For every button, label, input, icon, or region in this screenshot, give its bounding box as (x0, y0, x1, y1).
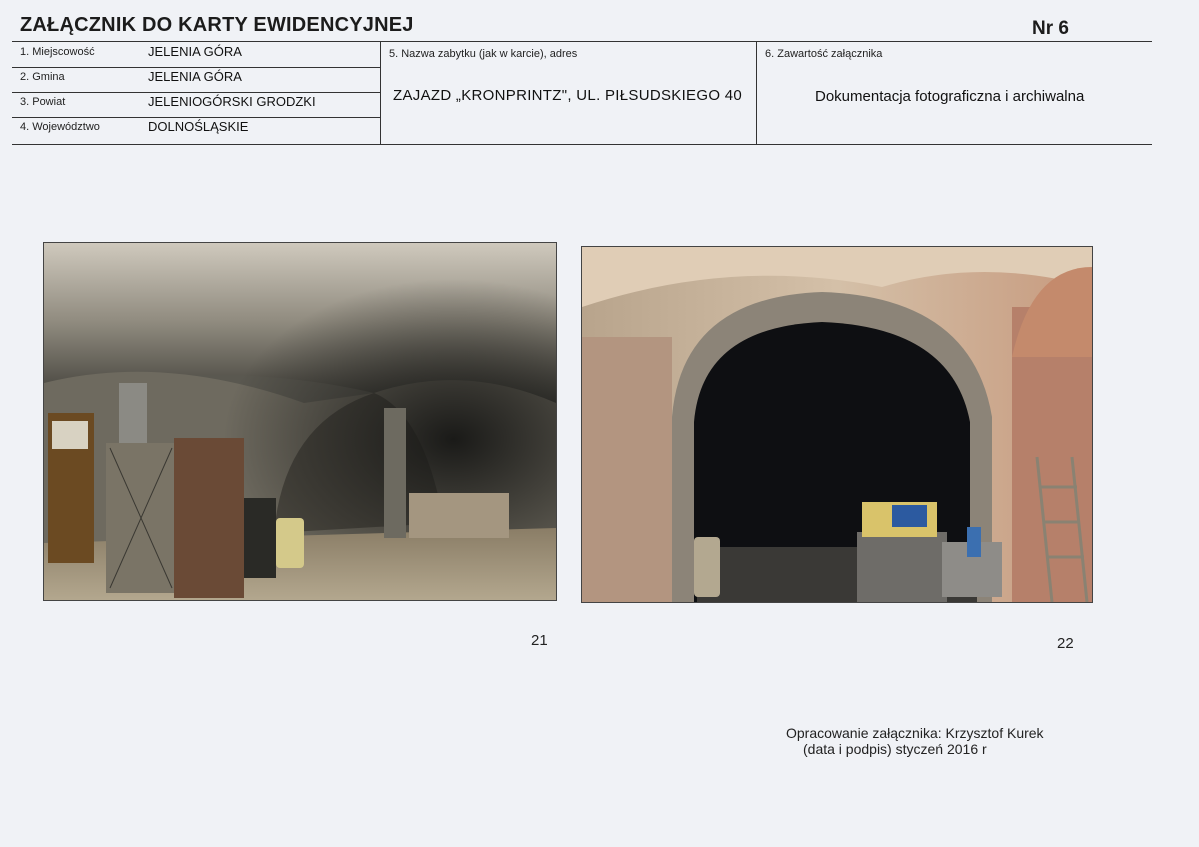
content-label: 6. Zawartość załącznika (765, 48, 883, 60)
monument-label: 5. Nazwa zabytku (jak w karcie), adres (389, 48, 578, 60)
field-row-gmina (12, 67, 380, 93)
monument-field (381, 42, 757, 144)
field-label: 2. Gmina (20, 71, 65, 83)
header-table (12, 42, 1152, 145)
location-fields (12, 42, 381, 144)
photo-cellar-vault (43, 242, 557, 601)
attachment-number: Nr 6 (1032, 18, 1069, 39)
photo-number-22: 22 (1057, 635, 1074, 652)
footer-date-signature: (data i podpis) styczeń 2016 r (803, 741, 987, 757)
content-field (757, 42, 1152, 144)
field-value: DOLNOŚLĄSKIE (148, 119, 249, 134)
field-row-wojewodztwo (12, 117, 380, 142)
footer-author: Opracowanie załącznika: Krzysztof Kurek (786, 725, 1044, 741)
monument-value: ZAJAZD „KRONPRINTZ", UL. PIŁSUDSKIEGO 40 (393, 87, 743, 104)
field-row-miejscowosc (12, 42, 380, 68)
field-value: JELENIA GÓRA (148, 69, 242, 84)
field-row-powiat (12, 92, 380, 118)
field-label: 4. Województwo (20, 121, 100, 133)
photo-number-21: 21 (531, 632, 548, 649)
field-label: 1. Miejscowość (20, 46, 95, 58)
content-value: Dokumentacja fotograficzna i archiwalna (815, 88, 1085, 105)
photo-brick-arch (581, 246, 1093, 603)
field-value: JELENIOGÓRSKI GRODZKI (148, 94, 316, 109)
field-value: JELENIA GÓRA (148, 44, 242, 59)
document-title: ZAŁĄCZNIK DO KARTY EWIDENCYJNEJ (20, 14, 414, 36)
field-label: 3. Powiat (20, 96, 66, 108)
